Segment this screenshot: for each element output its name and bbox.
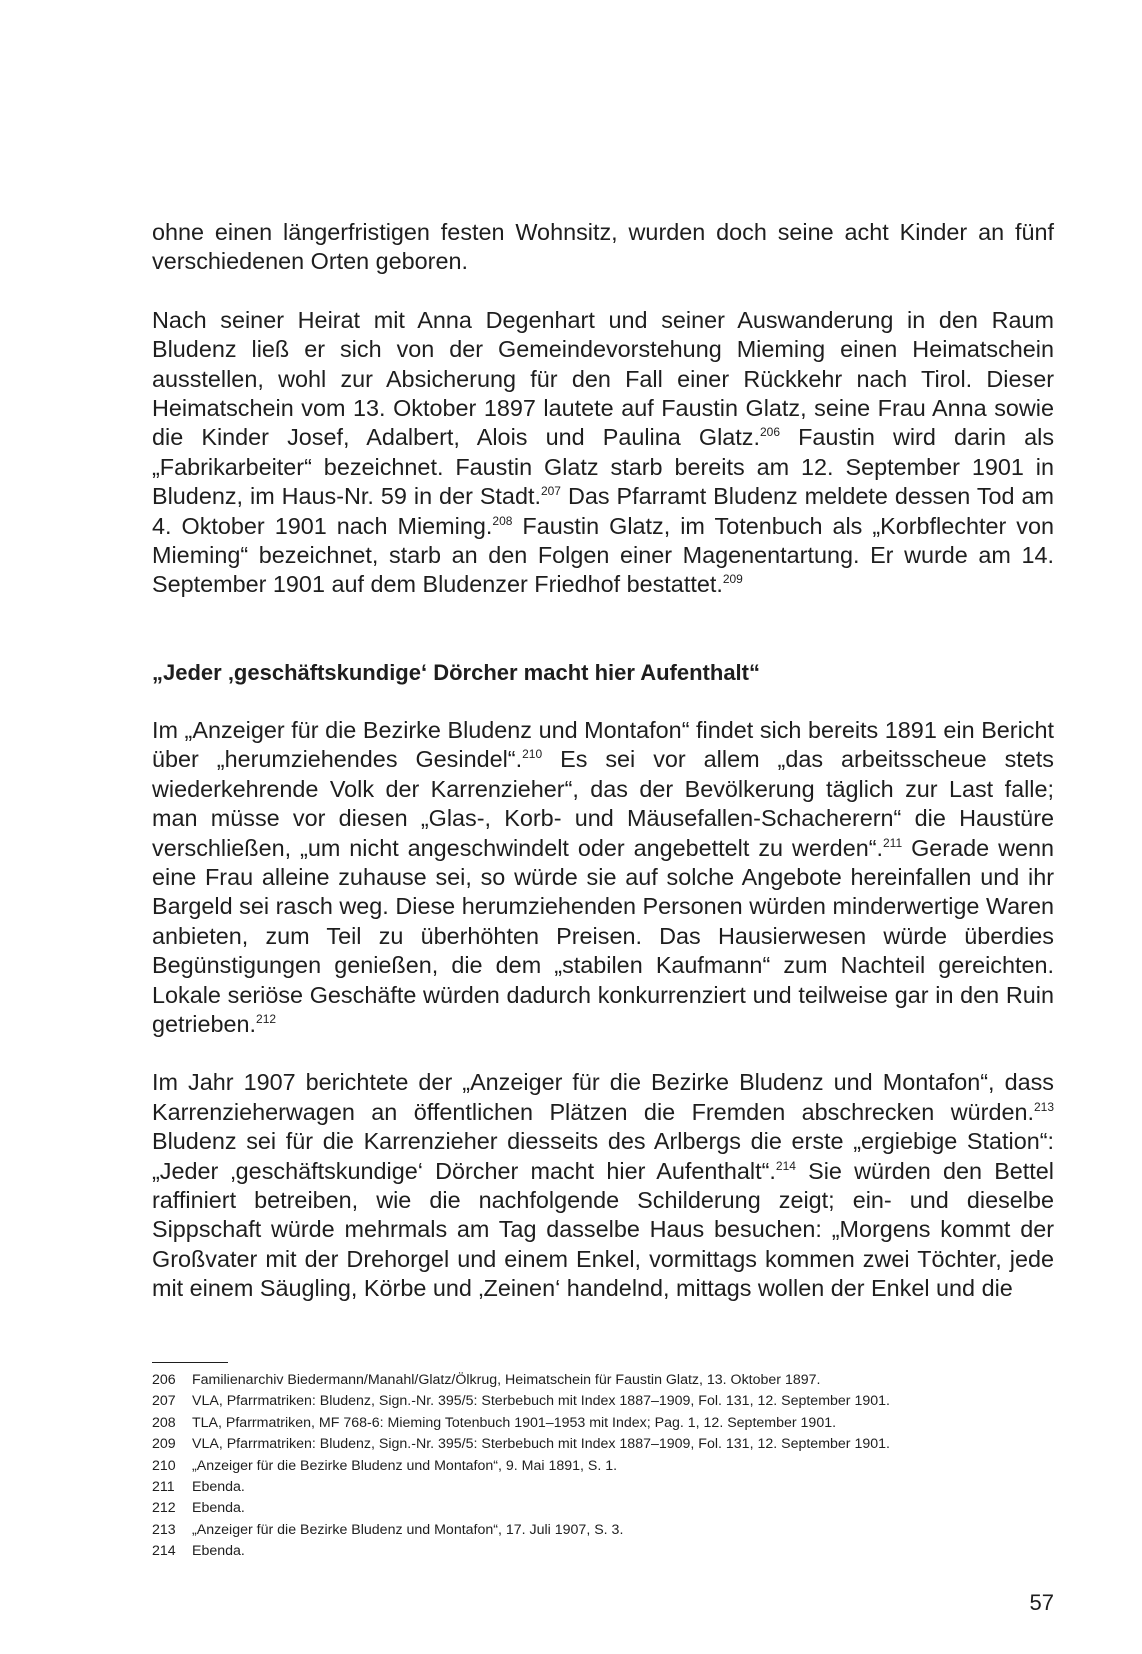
text-run: Im „Anzeiger für die Bezirke Bludenz und Montafon“ findet sich bereits 1891 ein Bericht über „herumziehendes Gesindel“. [152, 716, 1054, 773]
footnote-ref[interactable]: 214 [775, 1158, 796, 1173]
paragraph-2 [152, 306, 1054, 600]
text-run: Das Pfarramt Bludenz meldete dessen Tod am 4. Oktober 1901 nach Mieming. [152, 483, 1054, 539]
footnote-number: 213 [152, 1521, 176, 1538]
footnote [152, 1391, 1054, 1412]
text-run: Nach seiner Heirat mit Anna Degenhart und seiner Auswanderung in den Raum Bludenz ließ er sich von der Gemeindevorstehung Mieming einen Heimatschein ausstellen, wohl zur Absicherung für den Fall einer Rückkehr nach Tirol. Dieser Heimatschein vom 13. Oktober 1897 lautete auf Faustin Glatz, seine Frau Anna sowie die Kinder Josef, Adalbert, Alois und Paulina Glatz. [152, 306, 1054, 451]
footnote-number: 210 [152, 1457, 176, 1474]
paragraph-3 [152, 716, 1054, 1039]
footnote-text: Ebenda. [192, 1479, 245, 1496]
footnote-text: Ebenda. [192, 1543, 245, 1560]
footnote-number: 209 [152, 1436, 176, 1453]
text-run: Gerade wenn eine Frau alleine zuhause sei, so würde sie auf solche Angebote hereinfallen und ihr Bargeld sei rasch weg. Diese herumziehenden Personen würden minderwertige Waren anbieten, zum Teil zu überhöhten Preisen. Das Hausierwesen würde überdies Begünstigungen genießen, die dem „stabilen Kaufmann“ zum Nachteil gereichten. Lokale seriöse Geschäfte würden dadurch konkurrenziert und teilweise gar in den Ruin getrieben. [152, 834, 1054, 1037]
footnote [152, 1520, 1054, 1541]
footnote-text: Familienarchiv Biedermann/Manahl/Glatz/Ölkrug, Heimatschein für Faustin Glatz, 13. Oktober 1897. [192, 1372, 821, 1388]
footnote-ref[interactable]: 206 [759, 425, 781, 440]
footnote [152, 1413, 1054, 1434]
footnote-ref[interactable]: 207 [540, 484, 561, 499]
footnote [152, 1498, 1054, 1519]
footnote-number: 208 [152, 1414, 176, 1431]
footnote-ref[interactable]: 210 [522, 747, 543, 762]
paragraph-4 [152, 1068, 1054, 1303]
footnote-text: Ebenda. [192, 1500, 245, 1517]
text-run: Es sei vor allem „das arbeitsscheue stets wiederkehrende Volk der Karrenzieher“, das der Bevölkerung täglich zur Last falle; man müsse vor diesen „Glas-, Korb- und Mäusefallen-Schacherern“ die Haustüre verschließen, „um nicht angeschwindelt oder angebettelt zu werden“. [152, 746, 1055, 861]
footnote-number: 207 [152, 1393, 176, 1410]
text-run: Sie würden den Bettel raffiniert betreiben, wie die nachfolgende Schilderung zeigt; ein- und dieselbe Sippschaft würde mehrmals am Tag dasselbe Haus besuchen: „Morgens kommt der Großvater mit der Drehorgel und einem Enkel, vormittags kommen zwei Töchter, jede mit einem Säugling, Körbe und ‚Zeinen‘ handelnd, mittags wollen der Enkel und die [152, 1157, 1055, 1302]
section-heading: „Jeder ‚geschäftskundige‘ Dörcher macht hier Aufenthalt“ [152, 659, 760, 685]
footnote-ref[interactable]: 209 [722, 572, 743, 587]
text-run: Bludenz sei für die Karrenzieher diesseits des Arlbergs die erste „ergiebige Station“: „Jeder ‚geschäftskundige‘ Dörcher macht hier Aufenthalt“. [152, 1128, 1054, 1184]
footnote-number: 211 [152, 1479, 175, 1496]
footnote-text: „Anzeiger für die Bezirke Bludenz und Montafon“, 9. Mai 1891, S. 1. [192, 1457, 618, 1474]
footnote-separator [152, 1362, 228, 1363]
main-text [152, 218, 1054, 1304]
footnote [152, 1456, 1054, 1477]
text-run: Faustin Glatz, im Totenbuch als „Korbflechter von Mieming“ bezeichnet, starb an den Folgen einer Magenentartung. Er wurde am 14. September 1901 auf dem Bludenzer Friedhof bestattet. [152, 512, 1054, 598]
paragraph-1: ohne einen längerfristigen festen Wohnsitz, wurden doch seine acht Kinder an fünf verschiedenen Orten geboren. [152, 219, 1054, 275]
footnote-text: TLA, Pfarrmatriken, MF 768-6: Mieming Totenbuch 1901–1953 mit Index; Pag. 1, 12. September 1901. [192, 1414, 837, 1431]
footnote-text: „Anzeiger für die Bezirke Bludenz und Montafon“, 17. Juli 1907, S. 3. [192, 1521, 624, 1538]
footnote [152, 1477, 1054, 1498]
footnotes [152, 1370, 1054, 1563]
page-number: 57 [1029, 1590, 1054, 1615]
text-run: Im Jahr 1907 berichtete der „Anzeiger für die Bezirke Bludenz und Montafon“, dass Karrenzieherwagen an öffentlichen Plätzen die Fremden abschrecken würden. [152, 1069, 1054, 1125]
footnote-number: 214 [152, 1543, 176, 1560]
footnote-ref[interactable]: 208 [492, 513, 513, 528]
footnote-number: 212 [152, 1500, 176, 1517]
footnote [152, 1370, 1054, 1391]
footnote-text: VLA, Pfarrmatriken: Bludenz, Sign.-Nr. 395/5: Sterbebuch mit Index 1887–1909, Fol. 131, 12. September 1901. [192, 1393, 890, 1410]
text-run: Faustin wird darin als „Fabrikarbeiter“ bezeichnet. Faustin Glatz starb bereits am 12. September 1901 in Bludenz, im Haus-Nr. 59 in der Stadt. [152, 424, 1055, 510]
footnote-text: VLA, Pfarrmatriken: Bludenz, Sign.-Nr. 395/5: Sterbebuch mit Index 1887–1909, Fol. 131, 12. September 1901. [192, 1436, 890, 1453]
footnote-ref[interactable]: 212 [256, 1012, 277, 1027]
footnote-ref[interactable]: 213 [1033, 1099, 1054, 1114]
footnote [152, 1434, 1054, 1455]
footnote-number: 206 [152, 1372, 176, 1388]
footnote [152, 1541, 1054, 1562]
footnote-ref[interactable]: 211 [883, 835, 903, 850]
